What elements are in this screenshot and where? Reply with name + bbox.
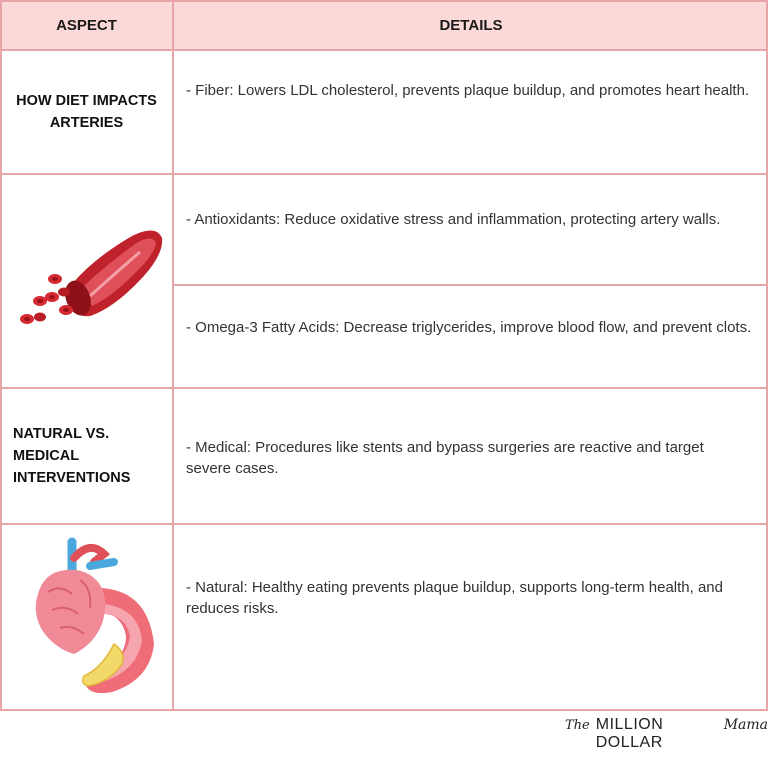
heart-clogged-artery-icon bbox=[30, 532, 158, 704]
table-border bbox=[0, 173, 768, 175]
header-aspect: ASPECT bbox=[56, 16, 117, 34]
table-border bbox=[172, 284, 768, 286]
detail-omega3: - Omega-3 Fatty Acids: Decrease triglycerides, improve blood flow, and prevent clots. bbox=[186, 319, 752, 336]
aspect-diet-arteries: HOW DIET IMPACTS ARTERIES bbox=[16, 93, 157, 131]
table-border bbox=[0, 387, 768, 389]
header-details: DETAILS bbox=[439, 16, 503, 34]
detail-antioxidants: - Antioxidants: Reduce oxidative stress and inflammation, protecting artery walls. bbox=[186, 211, 721, 228]
detail-medical: - Medical: Procedures like stents and bypass surgeries are reactive and target severe cases. bbox=[186, 439, 704, 477]
brand-suffix: Mama bbox=[723, 717, 768, 733]
brand-logo bbox=[565, 716, 768, 751]
artery-blood-cells-icon bbox=[14, 218, 170, 342]
table-border bbox=[0, 709, 768, 711]
brand-prefix: The bbox=[565, 718, 590, 733]
detail-natural: - Natural: Healthy eating prevents plaque buildup, supports long-term health, and reduces risks. bbox=[186, 579, 723, 617]
aspect-natural-vs-medical: NATURAL VS. MEDICAL INTERVENTIONS bbox=[13, 426, 131, 486]
detail-fiber: - Fiber: Lowers LDL cholesterol, prevents plaque buildup, and promotes heart health. bbox=[186, 82, 750, 99]
brand-name: MILLION DOLLAR bbox=[595, 716, 664, 751]
table-border bbox=[0, 523, 768, 525]
